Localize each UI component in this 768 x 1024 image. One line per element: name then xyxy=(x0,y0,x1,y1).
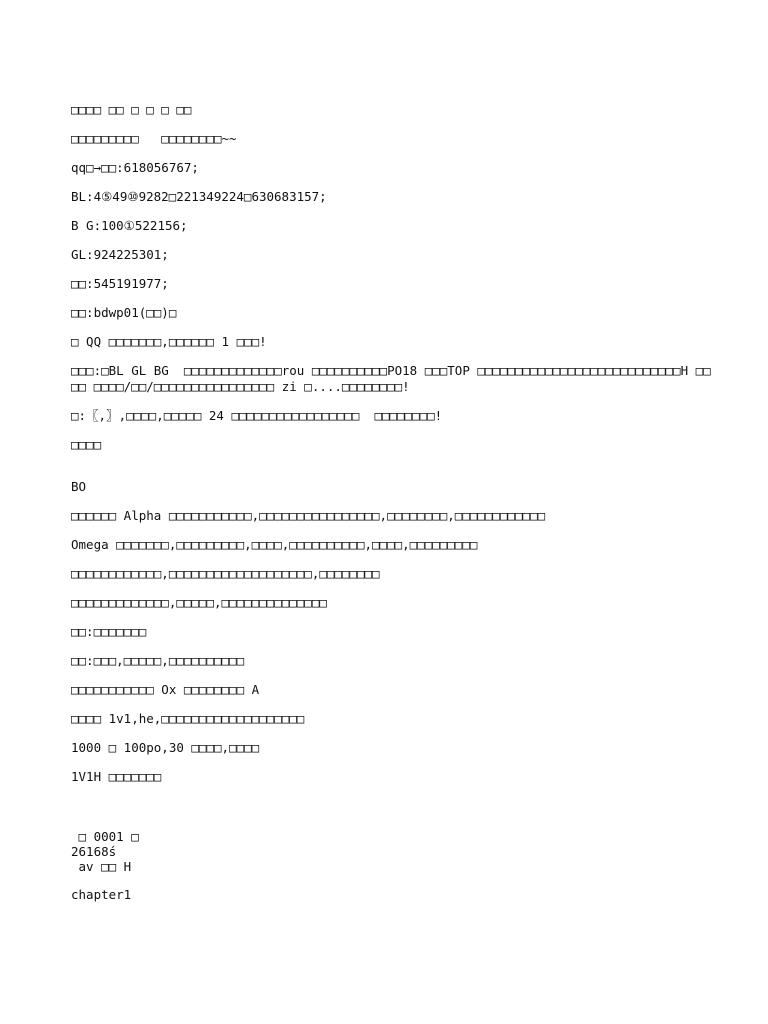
text-line: 26168ś xyxy=(71,844,117,859)
text-line: □□□□□□□□□□□ Ox □□□□□□□□ A xyxy=(71,682,260,697)
text-line: B G:100①522156; xyxy=(71,218,188,233)
footer-block xyxy=(71,829,711,874)
text-line: □□:□□□,□□□□□,□□□□□□□□□□ xyxy=(71,653,245,668)
text-line: □□□□□□□□□□□□□,□□□□□,□□□□□□□□□□□□□□ xyxy=(71,595,327,610)
text-line: av □□ H xyxy=(71,859,132,874)
text-line: □:〖,〗,□□□□,□□□□□ 24 □□□□□□□□□□□□□□□□□ □□□□□□□□! xyxy=(71,408,443,423)
text-line: Omega □□□□□□□,□□□□□□□□□,□□□□,□□□□□□□□□□,□□□□,□□□□□□□□□ xyxy=(71,537,478,552)
text-line: □□□□□□□□□□□□,□□□□□□□□□□□□□□□□□□□,□□□□□□□□ xyxy=(71,566,380,581)
text-line: GL:924225301; xyxy=(71,247,169,262)
text-line: □□□□□□□□□ □□□□□□□□~~ xyxy=(71,131,237,146)
text-line: BL:4⑤49⑩9282□221349224□630683157; xyxy=(71,189,327,204)
text-line: □□□□ 1v1,he,□□□□□□□□□□□□□□□□□□□ xyxy=(71,711,305,726)
text-line: qq□→□□:618056767; xyxy=(71,160,199,175)
text-line: □□:□□□□□□□ xyxy=(71,624,147,639)
text-line: □□□□□□ Alpha □□□□□□□□□□□,□□□□□□□□□□□□□□□□,□□□□□□□□,□□□□□□□□□□□□ xyxy=(71,508,546,523)
text-line: 1000 □ 100po,30 □□□□,□□□□ xyxy=(71,740,260,755)
text-line: □□:bdwp01(□□)□ xyxy=(71,305,177,320)
text-line: □ QQ □□□□□□□,□□□□□□ 1 □□□! xyxy=(71,334,267,349)
text-line: □ 0001 □ xyxy=(71,829,139,844)
text-line: □□□□ □□ □ □ □ □□ xyxy=(71,102,192,117)
text-paragraph: □□□:□BL GL BG □□□□□□□□□□□□□rou □□□□□□□□□□PO18 □□□TOP □□□□□□□□□□□□□□□□□□□□□□□□□□□H □□□□ □□□□/□□/□□□□□□□□□□□□□□□□ zi □....□□□□□□□□! xyxy=(71,363,711,394)
text-line: □□:545191977; xyxy=(71,276,169,291)
text-line: □□□□ xyxy=(71,437,102,452)
document-body xyxy=(71,102,711,903)
section-heading: BO xyxy=(71,479,87,494)
text-line: 1V1H □□□□□□□ xyxy=(71,769,162,784)
chapter-heading: chapter1 xyxy=(71,887,132,902)
